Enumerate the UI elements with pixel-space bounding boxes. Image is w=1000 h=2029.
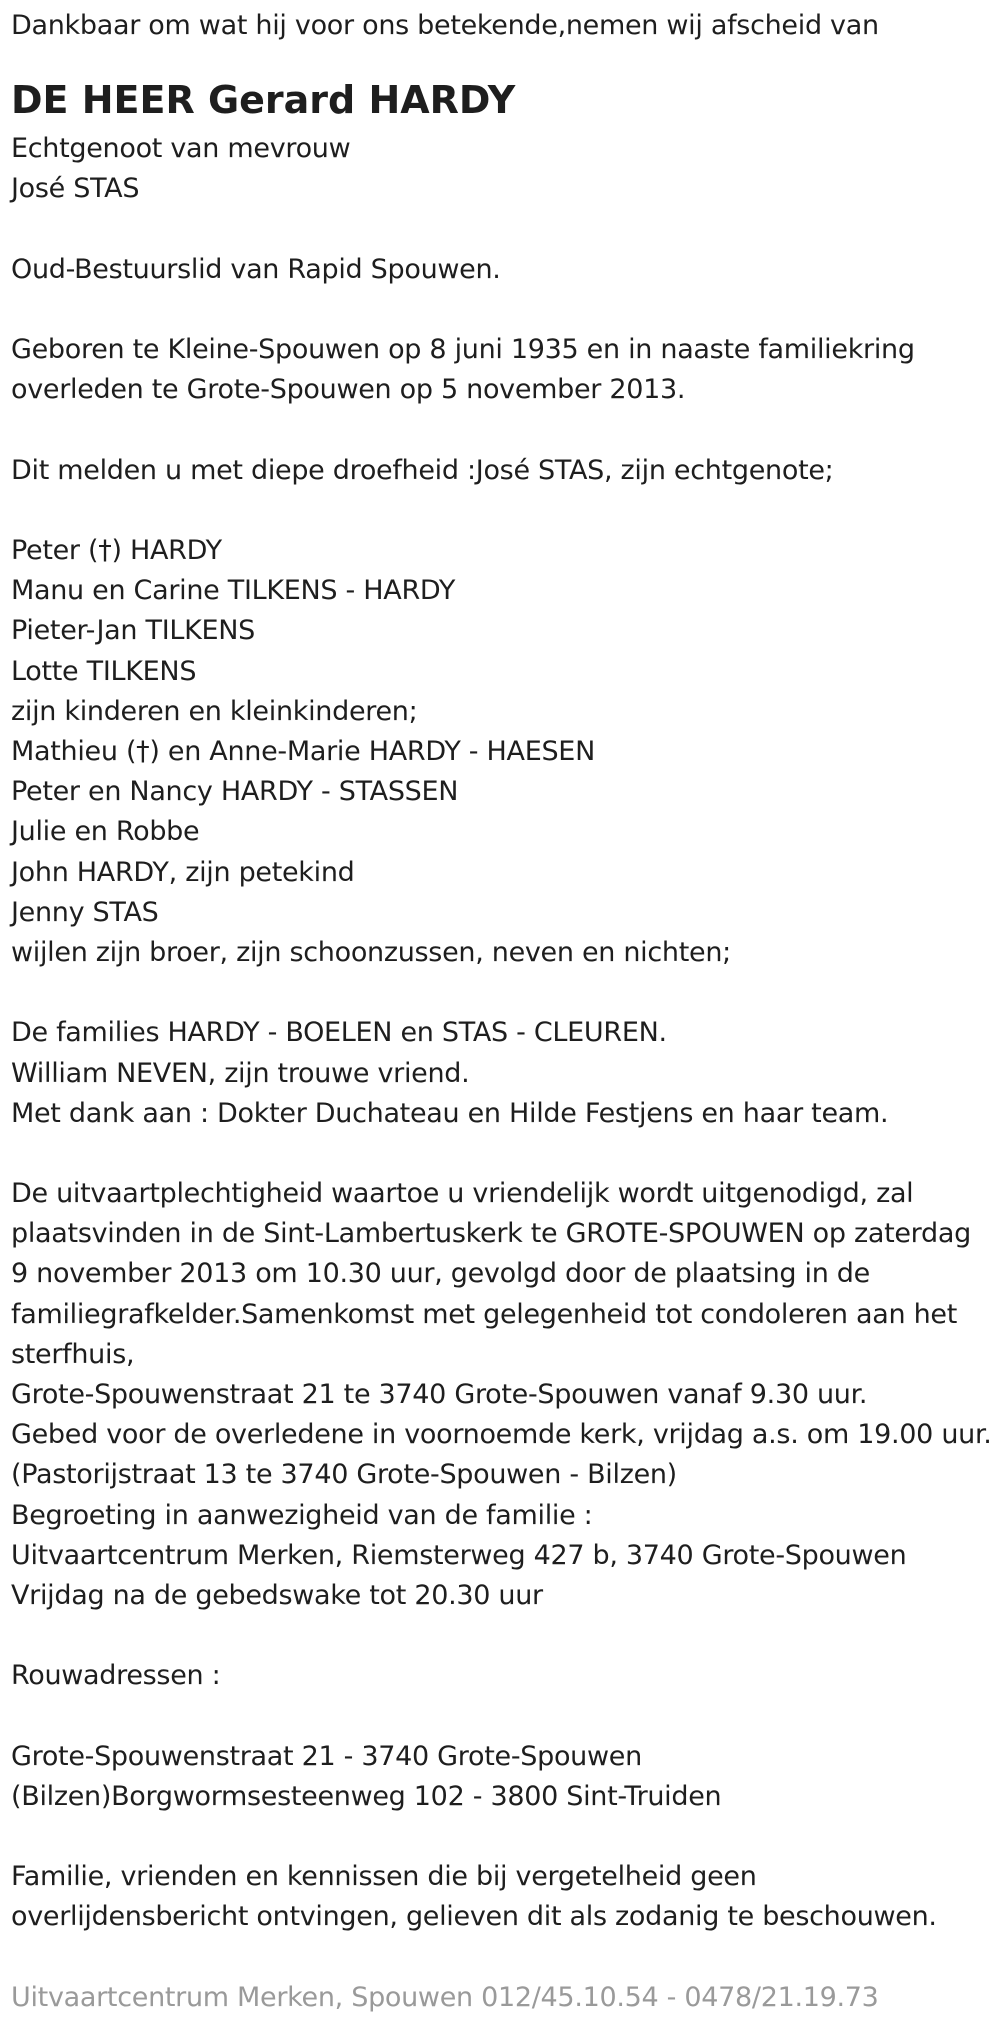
ceremony-line: plaatsvinden in de Sint-Lambertuskerk te GROTE-SPOUWEN op zaterdag [11, 1218, 971, 1250]
ceremony-line: sterfhuis, [11, 1338, 135, 1370]
family-member: wijlen zijn broer, zijn schoonzussen, neven en nichten; [11, 936, 731, 968]
ceremony-line: De uitvaartplechtigheid waartoe u vriendelijk wordt uitgenodigd, zal [11, 1178, 914, 1210]
thanks-section [11, 1013, 996, 1134]
ceremony-line: Begroeting in aanwezigheid van de familie : [11, 1499, 593, 1531]
address-line: (Bilzen)Borgwormsesteenweg 102 - 3800 Sint-Truiden [11, 1780, 722, 1812]
family-member: John HARDY, zijn petekind [11, 856, 355, 888]
birth-death-line: Geboren te Kleine-Spouwen op 8 juni 1935 en in naaste familiekring [11, 334, 915, 366]
ceremony-line: (Pastorijstraat 13 te 3740 Grote-Spouwen - Bilzen) [11, 1459, 677, 1491]
membership-text: Oud-Bestuurslid van Rapid Spouwen. [11, 253, 501, 285]
announcement-text: Dit melden u met diepe droefheid :José STAS, zijn echtgenote; [11, 454, 834, 486]
funeral-home-footer: Uitvaartcentrum Merken, Spouwen 012/45.10.54 - 0478/21.19.73 [11, 1981, 879, 2013]
birth-death-line: overleden te Grote-Spouwen op 5 november 2013. [11, 374, 686, 406]
family-member: Peter (†) HARDY [11, 535, 222, 567]
ceremony-line: 9 november 2013 om 10.30 uur, gevolgd door de plaatsing in de [11, 1258, 870, 1290]
spouse-line: Echtgenoot van mevrouw [11, 133, 351, 165]
family-member: Pieter-Jan TILKENS [11, 615, 256, 647]
thanks-line: William NEVEN, zijn trouwe vriend. [11, 1057, 470, 1089]
spouse-name: José STAS [11, 173, 140, 205]
ceremony-line: familiegrafkelder.Samenkomst met gelegenheid tot condoleren aan het [11, 1298, 958, 1330]
family-member: Peter en Nancy HARDY - STASSEN [11, 776, 459, 808]
address-line: Grote-Spouwenstraat 21 - 3740 Grote-Spouwen [11, 1740, 642, 1772]
family-member: Lotte TILKENS [11, 655, 197, 687]
closing-line: overlijdensbericht ontvingen, gelieven dit als zodanig te beschouwen. [11, 1901, 937, 1933]
ceremony-section [11, 1174, 996, 1616]
family-member: Mathieu (†) en Anne-Marie HARDY - HAESEN [11, 736, 595, 767]
family-member: Julie en Robbe [11, 816, 200, 848]
ceremony-line: Grote-Spouwenstraat 21 te 3740 Grote-Spouwen vanaf 9.30 uur. [11, 1379, 868, 1410]
obituary-notice [11, 6, 996, 2018]
family-member: zijn kinderen en kleinkinderen; [11, 695, 418, 727]
family-member: Jenny STAS [11, 896, 159, 928]
intro-text: Dankbaar om wat hij voor ons betekende,nemen wij afscheid van [11, 10, 879, 41]
family-list [11, 531, 996, 973]
thanks-line: Met dank aan : Dokter Duchateau en Hilde Festjens en haar team. [11, 1097, 889, 1129]
family-member: Manu en Carine TILKENS - HARDY [11, 575, 456, 607]
closing-line: Familie, vrienden en kennissen die bij vergetelheid geen [11, 1861, 757, 1893]
ceremony-line: Vrijdag na de gebedswake tot 20.30 uur [11, 1579, 543, 1611]
birth-death-section [11, 330, 996, 410]
deceased-name: DE HEER Gerard HARDY [11, 78, 516, 123]
addresses-section [11, 1737, 996, 1817]
ceremony-line: Gebed voor de overledene in voornoemde kerk, vrijdag a.s. om 19.00 uur. [11, 1419, 992, 1451]
thanks-line: De families HARDY - BOELEN en STAS - CLEUREN. [11, 1017, 667, 1049]
addresses-heading: Rouwadressen : [11, 1660, 221, 1692]
ceremony-line: Uitvaartcentrum Merken, Riemsterweg 427 b, 3740 Grote-Spouwen [11, 1539, 907, 1571]
closing-section [11, 1857, 996, 1937]
